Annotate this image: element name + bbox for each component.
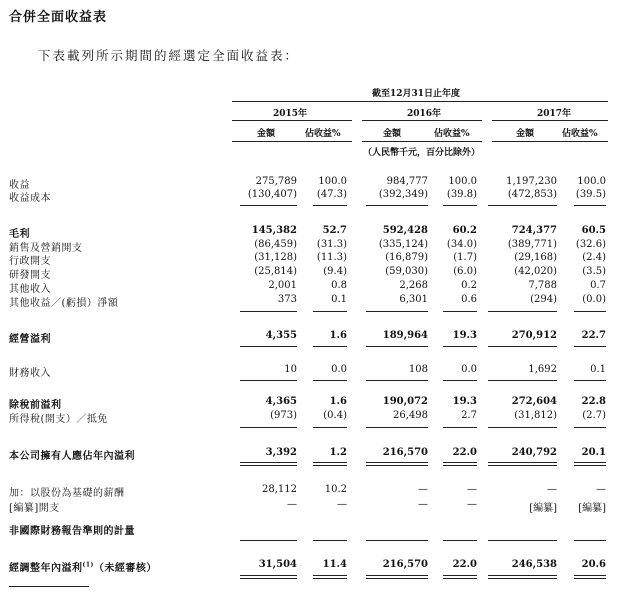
row-label	[9, 447, 135, 462]
cell-amount-2015: 4,355	[265, 330, 297, 341]
subtotal-rule	[443, 380, 477, 381]
row-label-text: 經調整年內溢利	[9, 563, 83, 574]
subtotal-rule	[488, 380, 557, 381]
cell-amount-2015: (86,459)	[254, 239, 297, 250]
cell-amount-2017: 7,788	[528, 280, 557, 291]
year-2015: 2015年	[273, 109, 308, 119]
total-double-rule	[574, 575, 606, 579]
subtotal-rule	[313, 311, 347, 312]
cell-amount-2016: 189,964	[382, 330, 428, 341]
cell-amount-2017: 1,197,230	[506, 176, 557, 187]
subtotal-rule	[488, 311, 557, 312]
col-rule	[232, 141, 352, 142]
cell-pct-2015: —	[337, 499, 347, 510]
row-label	[9, 410, 108, 425]
subtotal-rule	[366, 427, 428, 428]
cell-amount-2016: 984,777	[386, 176, 428, 187]
row-label-text: 除稅前溢利	[9, 400, 62, 411]
row-label	[9, 522, 135, 537]
subtotal-rule	[574, 311, 606, 312]
cell-pct-2015: (9.4)	[323, 266, 347, 277]
cell-amount-2017: 240,792	[511, 447, 557, 458]
cell-amount-2016: (335,124)	[378, 239, 428, 250]
cell-pct-2017: (39.5)	[575, 189, 606, 200]
cell-amount-2017: [編纂]	[529, 503, 557, 514]
cell-pct-2015: 1.6	[329, 330, 347, 341]
row-label-text: 財務收入	[9, 368, 51, 379]
cell-amount-2015: (25,814)	[254, 266, 297, 277]
cell-pct-2017: 0.7	[590, 280, 606, 291]
cell-pct-2017: (0.0)	[582, 294, 606, 305]
row-label-text: [編纂]開支	[9, 503, 60, 514]
cell-pct-2016: 0.2	[461, 280, 477, 291]
subtotal-rule	[366, 540, 428, 541]
subtotal-rule	[240, 427, 297, 428]
cell-pct-2017: (2.7)	[582, 410, 606, 421]
cell-amount-2016: 108	[408, 364, 428, 375]
row-label-text: 其他收入	[9, 284, 51, 295]
subtotal-rule	[366, 311, 428, 312]
subtotal-rule	[443, 346, 477, 347]
row-label-text: 研發開支	[9, 270, 51, 281]
subtotal-rule	[488, 346, 557, 347]
cell-amount-2016: 216,570	[382, 559, 428, 570]
period-rule	[232, 101, 608, 102]
subtotal-rule	[240, 205, 297, 206]
cell-amount-2015: 3,392	[265, 447, 297, 458]
subtotal-rule	[240, 540, 297, 541]
cell-amount-2015: —	[287, 499, 297, 510]
subtotal-rule	[574, 380, 606, 381]
cell-pct-2016: (34.0)	[446, 239, 477, 250]
row-label	[9, 499, 60, 514]
cell-amount-2015: 4,365	[265, 396, 297, 407]
cell-pct-2015: (0.4)	[323, 410, 347, 421]
row-label-text: 銷售及營銷開支	[9, 243, 83, 254]
year-2016: 2016年	[407, 109, 442, 119]
row-label	[9, 280, 51, 295]
total-double-rule	[313, 575, 347, 579]
subtotal-rule	[313, 540, 347, 541]
row-label	[9, 266, 51, 281]
subtotal-rule	[366, 205, 428, 206]
cell-amount-2016: —	[418, 484, 428, 495]
row-label-text: 經營溢利	[9, 334, 51, 345]
col-rule	[492, 141, 608, 142]
cell-pct-2015: 10.2	[324, 484, 347, 495]
cell-pct-2017: 22.8	[581, 396, 606, 407]
col-pct-2016: 佔收益%	[434, 129, 470, 139]
cell-pct-2017: (2.4)	[582, 252, 606, 263]
row-label-text: 毛利	[9, 229, 30, 240]
cell-amount-2017: 270,912	[511, 330, 557, 341]
row-label-text: 本公司擁有人應佔年內溢利	[9, 451, 135, 462]
cell-amount-2016: 2,268	[399, 280, 428, 291]
row-label-text: 其他收益／(虧損）淨額	[9, 298, 119, 309]
cell-pct-2015: 1.6	[329, 396, 347, 407]
cell-amount-2015: 31,504	[258, 559, 297, 570]
cell-pct-2016: —	[467, 499, 477, 510]
row-label	[9, 484, 125, 499]
cell-pct-2015: 0.0	[331, 364, 347, 375]
row-label	[9, 294, 118, 309]
subtotal-rule	[313, 205, 347, 206]
cell-pct-2016: 60.2	[452, 225, 477, 236]
subtotal-rule	[574, 205, 606, 206]
cell-pct-2016: 19.3	[452, 396, 477, 407]
cell-pct-2015: (31.3)	[316, 239, 347, 250]
cell-amount-2017: 1,692	[528, 364, 557, 375]
subtotal-rule	[574, 427, 606, 428]
subtotal-rule	[313, 380, 347, 381]
cell-amount-2015: 145,382	[251, 225, 297, 236]
cell-pct-2016: 19.3	[452, 330, 477, 341]
cell-pct-2015: (11.3)	[316, 252, 347, 263]
cell-pct-2017: 0.1	[590, 364, 606, 375]
cell-amount-2017: (294)	[530, 294, 557, 305]
row-label-text: 非國際財務報告準則的計量	[9, 526, 135, 537]
cell-pct-2016: (39.8)	[446, 189, 477, 200]
cell-pct-2017: 100.0	[577, 176, 606, 187]
cell-pct-2015: 0.1	[331, 294, 347, 305]
cell-amount-2017: —	[547, 484, 557, 495]
row-label	[9, 396, 62, 411]
col-amount-2017: 金額	[516, 129, 535, 139]
col-rule	[362, 141, 482, 142]
row-label-text: 加：以股份為基礎的薪酬	[9, 488, 125, 499]
cell-amount-2015: 275,789	[255, 176, 297, 187]
period-header: 截至12月31日止年度	[372, 89, 461, 99]
cell-amount-2016: 592,428	[382, 225, 428, 236]
cell-pct-2016: 0.6	[461, 294, 477, 305]
subtotal-rule	[574, 346, 606, 347]
cell-amount-2015: 373	[277, 294, 297, 305]
total-double-rule	[366, 462, 428, 466]
cell-amount-2016: —	[418, 499, 428, 510]
row-label-text: 所得稅(開支）／抵免	[9, 414, 108, 425]
cell-amount-2015: (130,407)	[247, 189, 297, 200]
row-label-text: 收益	[9, 180, 30, 191]
cell-pct-2017: 22.7	[581, 330, 606, 341]
subtotal-rule	[443, 311, 477, 312]
cell-pct-2017: 20.6	[581, 559, 606, 570]
cell-pct-2015: (47.3)	[316, 189, 347, 200]
year-rule-2016	[362, 120, 482, 121]
subtotal-rule	[488, 427, 557, 428]
row-label	[9, 225, 30, 240]
cell-pct-2016: 22.0	[452, 447, 477, 458]
col-pct-2015: 佔收益%	[305, 129, 341, 139]
total-double-rule	[574, 462, 606, 466]
row-label-text: 行政開支	[9, 256, 51, 267]
cell-pct-2017: (3.5)	[582, 266, 606, 277]
year-2017: 2017年	[537, 109, 572, 119]
cell-amount-2017: (29,168)	[514, 252, 557, 263]
cell-amount-2017: (42,020)	[514, 266, 557, 277]
cell-pct-2016: —	[467, 484, 477, 495]
cell-amount-2015: (973)	[270, 410, 297, 421]
total-double-rule	[443, 462, 477, 466]
cell-pct-2015: 0.8	[331, 280, 347, 291]
subtotal-rule	[366, 380, 428, 381]
row-label-suffix: （未經審核）	[93, 563, 157, 574]
total-double-rule	[443, 575, 477, 579]
cell-amount-2015: (31,128)	[254, 252, 297, 263]
page-title: 合併全面收益表	[9, 10, 108, 25]
year-rule-2015	[232, 120, 352, 121]
cell-pct-2017: —	[596, 484, 606, 495]
cell-pct-2015: 100.0	[318, 176, 347, 187]
intro-text: 下表載列所示期間的經選定全面收益表：	[38, 48, 300, 63]
subtotal-rule	[443, 205, 477, 206]
cell-pct-2017: (32.6)	[575, 239, 606, 250]
unit-note: （人民幣千元，百分比除外）	[363, 148, 481, 158]
subtotal-rule	[443, 540, 477, 541]
total-double-rule	[313, 462, 347, 466]
cell-pct-2017: 20.1	[581, 447, 606, 458]
subtotal-rule	[443, 427, 477, 428]
row-label	[9, 364, 51, 379]
subtotal-rule	[366, 346, 428, 347]
total-double-rule	[366, 575, 428, 579]
cell-pct-2016: 22.0	[452, 559, 477, 570]
row-label	[9, 189, 51, 204]
subtotal-rule	[488, 205, 557, 206]
col-amount-2016: 金額	[383, 129, 402, 139]
cell-pct-2016: 2.7	[461, 410, 477, 421]
footnote-marker: (1)	[82, 561, 94, 569]
cell-pct-2016: (1.7)	[453, 252, 477, 263]
row-label	[9, 330, 51, 345]
cell-amount-2016: 190,072	[382, 396, 428, 407]
cell-amount-2016: 216,570	[382, 447, 428, 458]
col-pct-2017: 佔收益%	[562, 129, 598, 139]
subtotal-rule	[240, 346, 297, 347]
cell-pct-2017: 60.5	[581, 225, 606, 236]
cell-pct-2015: 1.2	[329, 447, 347, 458]
total-double-rule	[488, 462, 557, 466]
cell-amount-2017: (472,853)	[507, 189, 557, 200]
cell-pct-2015: 52.7	[322, 225, 347, 236]
cell-amount-2016: (16,879)	[385, 252, 428, 263]
cell-amount-2016: (59,030)	[385, 266, 428, 277]
subtotal-rule	[240, 380, 297, 381]
row-label	[9, 559, 157, 574]
cell-amount-2017: (31,812)	[514, 410, 557, 421]
col-amount-2015: 金額	[257, 129, 276, 139]
cell-pct-2015: 11.4	[322, 559, 347, 570]
subtotal-rule	[313, 346, 347, 347]
cell-amount-2016: 26,498	[393, 410, 428, 421]
cell-amount-2016: (392,349)	[378, 189, 428, 200]
subtotal-rule	[313, 427, 347, 428]
total-double-rule	[488, 575, 557, 579]
row-label-text: 收益成本	[9, 193, 51, 204]
cell-amount-2015: 2,001	[268, 280, 297, 291]
cell-pct-2016: (6.0)	[453, 266, 477, 277]
footnote-rule	[9, 586, 89, 587]
row-label	[9, 252, 51, 267]
cell-pct-2017: [編纂]	[578, 503, 606, 514]
subtotal-rule	[240, 311, 297, 312]
cell-amount-2017: 272,604	[511, 396, 557, 407]
year-rule-2017	[492, 120, 608, 121]
total-double-rule	[240, 462, 297, 466]
cell-pct-2016: 0.0	[461, 364, 477, 375]
cell-amount-2017: (389,771)	[507, 239, 557, 250]
subtotal-rule	[488, 540, 557, 541]
cell-amount-2016: 6,301	[399, 294, 428, 305]
subtotal-rule	[574, 540, 606, 541]
cell-pct-2016: 100.0	[448, 176, 477, 187]
cell-amount-2017: 246,538	[511, 559, 557, 570]
total-double-rule	[240, 575, 297, 579]
cell-amount-2015: 28,112	[262, 484, 297, 495]
cell-amount-2017: 724,377	[511, 225, 557, 236]
cell-amount-2015: 10	[284, 364, 297, 375]
